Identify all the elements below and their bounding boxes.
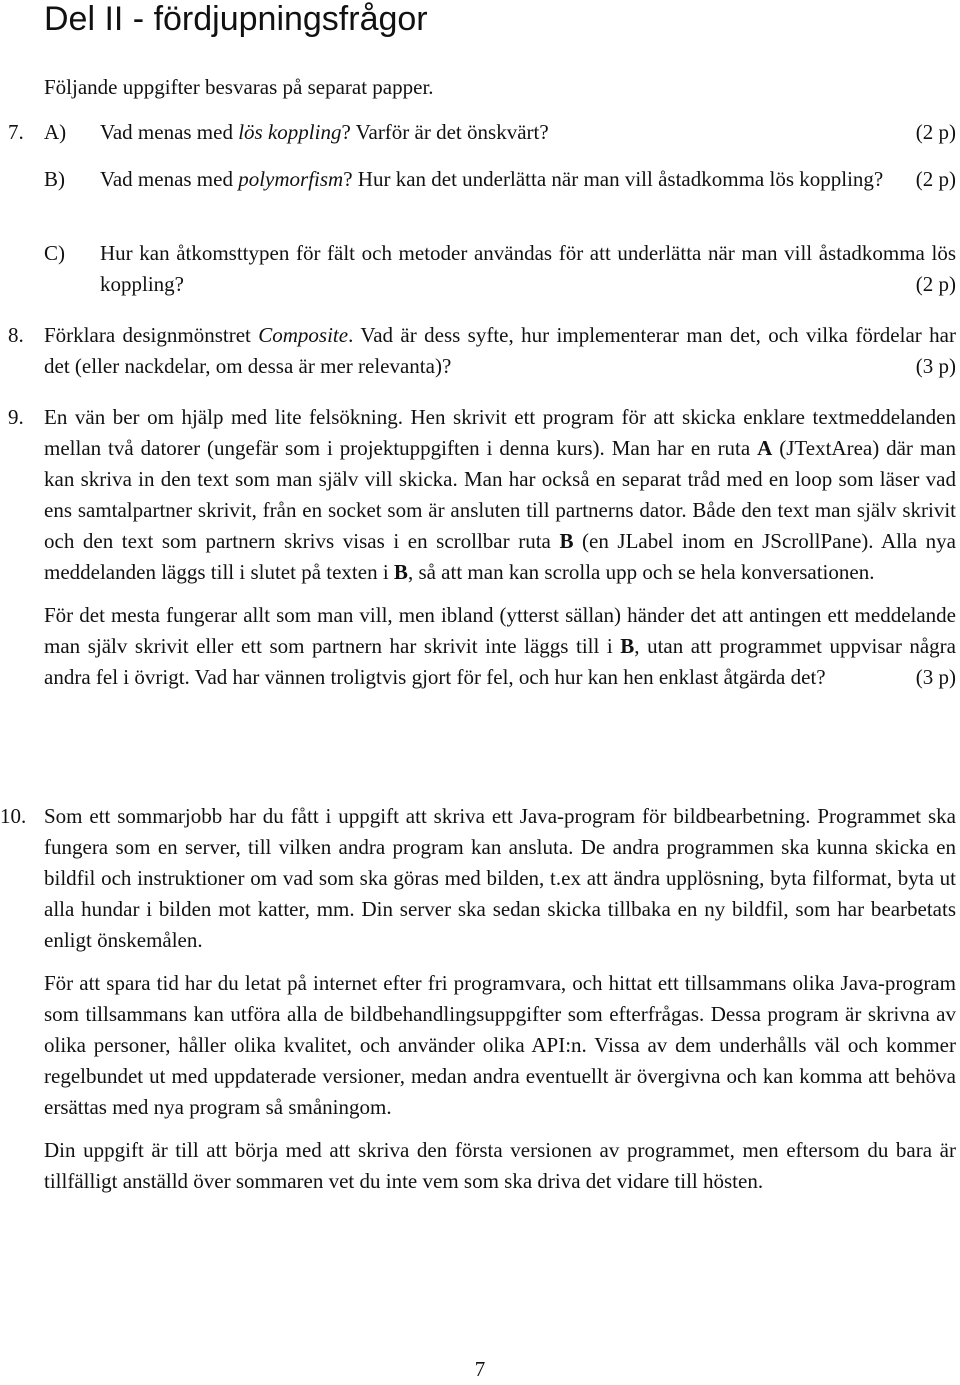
subquestion-label: A)	[44, 120, 67, 144]
text-part: ? Varför är det önskvärt?	[341, 120, 549, 144]
text-part: Förklara designmönstret	[44, 323, 259, 347]
text-part: Hur kan åtkomsttypen för fält och metoder användas för att underlätta när man vill åstadkomma lös koppling?	[100, 241, 956, 296]
question-text	[44, 320, 956, 382]
section-title: Del II - fördjupningsfrågor	[44, 0, 428, 38]
points-label: (3 p)	[915, 354, 956, 378]
points-label: (2 p)	[915, 120, 956, 144]
page-number: 7	[474, 1357, 486, 1381]
points-label: (2 p)	[915, 272, 956, 296]
box-label-b: B	[559, 529, 574, 553]
text-part: ? Hur kan det underlätta när man vill åstadkomma lös koppling?	[343, 167, 884, 191]
term-emphasis: polymorfism	[238, 167, 344, 191]
subquestion-text	[100, 238, 956, 300]
text-part: En vän ber om hjälp med lite felsökning. Hen skrivit ett program för att skicka enklare textmeddelanden mellan två datorer (ungefär som i projektuppgiften i denna kurs). Man har en ruta	[44, 405, 956, 460]
text-part: (JTextArea) där man kan skriva in den text som man själv vill skicka. Man har också en separat tråd med en loop som läser vad ens samtalpartner skrivit, från en socket som är ansluten till partnerns dator. Både den text man själv skrivit och den text som partnern skrivs visas i en scrollbar ruta	[44, 436, 956, 553]
box-label-b: B	[620, 634, 635, 658]
question-7c	[44, 238, 956, 300]
subquestion-text	[100, 164, 956, 195]
text-part: , utan att programmet uppvisar några andra fel i övrigt. Vad har vännen troligtvis gjort för fel, och hur kan hen enklast åtgärda det?	[44, 634, 956, 689]
question-paragraph-2	[44, 600, 956, 693]
question-7b	[44, 164, 956, 195]
text-part: Vad menas med	[100, 167, 239, 191]
question-8	[8, 320, 956, 382]
points-label: (2 p)	[915, 167, 956, 191]
question-paragraph-1	[44, 402, 956, 588]
question-number: 8.	[8, 323, 24, 347]
question-paragraph-2: För att spara tid har du letat på internet efter fri programvara, och hittat ett tillsammans olika Java-program som tillsammans kan utföra alla de bildbehandlingsuppgifter som efterfrågas. Dessa program är skrivna av olika personer, håller olika kvalitet, och använder olika API:n. Vissa av dem underhålls väl och kommer regelbundet ut med uppdaterade versioner, medan andra eventuellt är övergivna och kan komma att behöva ersättas med nya program så småningom.	[44, 971, 956, 1119]
text-part: För det mesta fungerar allt som man vill, men ibland (ytterst sällan) händer det att antingen ett meddelande man själv skrivit eller ett som partnern har skrivit inte läggs till i	[44, 603, 956, 658]
intro-text: Följande uppgifter besvaras på separat papper.	[44, 75, 434, 99]
question-10	[0, 801, 956, 1197]
question-7a	[44, 117, 956, 148]
question-paragraph-1: Som ett sommarjobb har du fått i uppgift att skriva ett Java-program för bildbearbetning. Programmet ska fungera som en server, till vilken andra program kan ansluta. De andra programmen ska kunna skicka en bildfil och instruktioner om vad som ska göras med bilden, t.ex att ändra upplösning, byta filformat, byta ut alla hundar i bilden mot katter, mm. Din server ska sedan skicka tillbaka en ny bildfil, som har bearbetats enligt önskemålen.	[44, 804, 956, 952]
term-emphasis: lös koppling	[238, 120, 342, 144]
text-part: Vad menas med	[100, 120, 239, 144]
box-label-a: A	[757, 436, 773, 460]
subquestion-text	[100, 117, 956, 148]
question-9	[8, 402, 956, 693]
term-emphasis: Composite	[258, 323, 349, 347]
question-paragraph-3: Din uppgift är till att börja med att skriva den första versionen av programmet, men eftersom du bara är tillfälligt anställd över sommaren vet du inte vem som ska driva det vidare till hösten.	[44, 1138, 956, 1193]
subquestion-label: B)	[44, 167, 65, 191]
question-number: 10.	[0, 804, 27, 828]
text-part: , så att man kan scrolla upp och se hela konversationen.	[407, 560, 875, 584]
points-label: (3 p)	[915, 665, 956, 689]
box-label-b: B	[393, 560, 408, 584]
question-number: 9.	[8, 405, 24, 429]
question-number: 7.	[8, 120, 24, 144]
text-part: (en JLabel inom en JScrollPane). Alla nya meddelanden läggs till i slutet på texten i	[44, 529, 957, 584]
text-part: . Vad är dess syfte, hur implementerar man det, och vilka fördelar har det (eller nackdelar, om dessa är mer relevanta)?	[44, 323, 956, 378]
subquestion-label: C)	[44, 241, 65, 265]
